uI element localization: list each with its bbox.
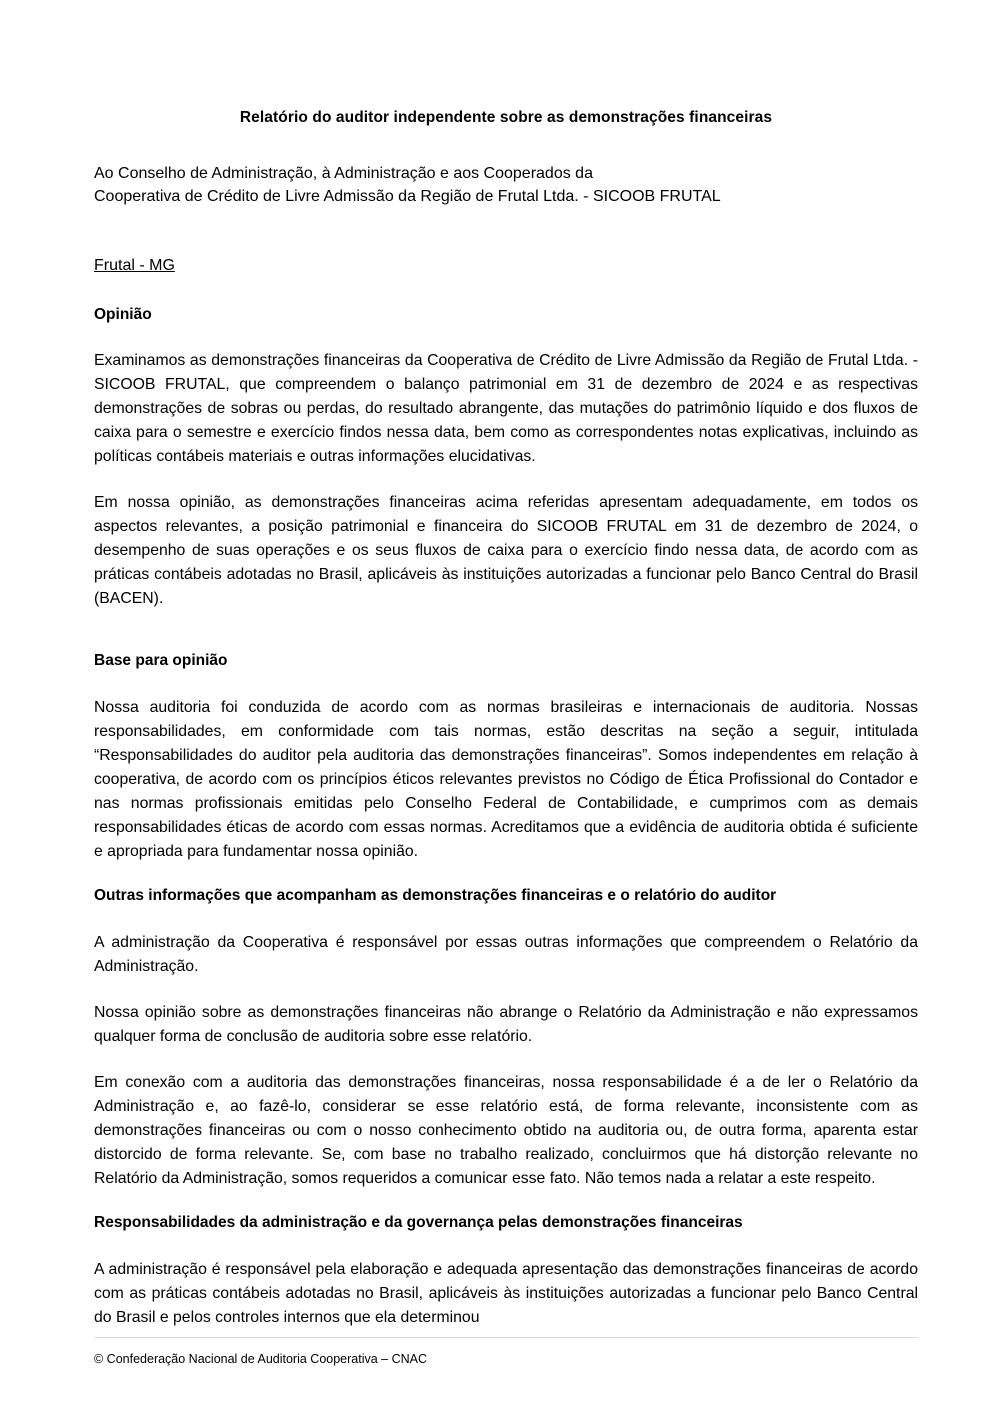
page-title: Relatório do auditor independente sobre as demonstrações financeiras xyxy=(239,109,773,126)
heading-base-para-opiniao: Base para opinião xyxy=(94,652,228,670)
footer-text: © Confederação Nacional de Auditoria Cooperativa – CNAC xyxy=(94,1351,428,1366)
paragraph-opiniao-1: Examinamos as demonstrações financeiras da Cooperativa de Crédito de Livre Admissão da Região de Frutal Ltda. - SICOOB FRUTAL, que compreendem o balanço patrimonial em 31 de dezembro de 2024 e as respectivas demonstrações de sobras ou perdas, do resultado abrangente, das mutações do patrimônio líquido e dos fluxos de caixa para o semestre e exercício findos nessa data, bem como as correspondentes notas explicativas, incluindo as políticas contábeis materiais e outras informações elucidativas. xyxy=(94,352,918,466)
city-label: Frutal - MG xyxy=(94,256,175,274)
heading-outras-informacoes: Outras informações que acompanham as demonstrações financeiras e o relatório do auditor xyxy=(94,887,777,905)
paragraph-responsabilidades-1: A administração é responsável pela elaboração e adequada apresentação das demonstrações financeiras de acordo com as práticas contábeis adotadas no Brasil, aplicáveis às instituições autorizadas a funcionar pelo Banco Central do Brasil e pelos controles internos que ela determinou xyxy=(94,1261,918,1327)
paragraph-outras-3: Em conexão com a auditoria das demonstrações financeiras, nossa responsabilidade é a de ler o Relatório da Administração e, ao fazê-lo, considerar se esse relatório está, de forma relevante, inconsistente com as demonstrações financeiras ou com o nosso conhecimento obtido na auditoria ou, de outra forma, aparenta estar distorcido de forma relevante. Se, com base no trabalho realizado, concluirmos que há distorção relevante no Relatório da Administração, somos requeridos a comunicar esse fato. Não temos nada a relatar a este respeito. xyxy=(94,1074,918,1188)
paragraph-opiniao-2: Em nossa opinião, as demonstrações financeiras acima referidas apresentam adequadamente, em todos os aspectos relevantes, a posição patrimonial e financeira do SICOOB FRUTAL em 31 de dezembro de 2024, o desempenho de suas operações e os seus fluxos de caixa para o exercício findo nessa data, de acordo com as práticas contábeis adotadas no Brasil, aplicáveis às instituições autorizadas a funcionar pelo Banco Central do Brasil (BACEN). xyxy=(94,494,918,608)
heading-opiniao: Opinião xyxy=(94,305,152,323)
paragraph-outras-2: Nossa opinião sobre as demonstrações financeiras não abrange o Relatório da Administração e não expressamos qualquer forma de conclusão de auditoria sobre esse relatório. xyxy=(94,1004,918,1046)
heading-responsabilidades-administracao: Responsabilidades da administração e da governança pelas demonstrações financeiras xyxy=(94,1214,743,1232)
footer-divider xyxy=(94,1337,918,1338)
paragraph-base-1: Nossa auditoria foi conduzida de acordo com as normas brasileiras e internacionais de auditoria. Nossas responsabilidades, em conformidade com tais normas, estão descritas na seção a seguir, intitulada “Responsabilidades do auditor pela auditoria das demonstrações financeiras”. Somos independentes em relação à cooperativa, de acordo com os princípios éticos relevantes previstos no Código de Ética Profissional do Contador e nas normas profissionais emitidas pelo Conselho Federal de Contabilidade, e cumprimos com as demais responsabilidades éticas de acordo com essas normas. Acreditamos que a evidência de auditoria obtida é suficiente e apropriada para fundamentar nossa opinião. xyxy=(94,699,918,861)
addressee-block xyxy=(94,162,918,208)
addressee-line-1: Ao Conselho de Administração, à Administração e aos Cooperados da xyxy=(94,165,593,183)
paragraph-outras-1: A administração da Cooperativa é responsável por essas outras informações que compreendem o Relatório da Administração. xyxy=(94,934,918,976)
addressee-line-2: Cooperativa de Crédito de Livre Admissão da Região de Frutal Ltda. - SICOOB FRUTAL xyxy=(94,188,721,206)
document-body xyxy=(94,108,918,1352)
